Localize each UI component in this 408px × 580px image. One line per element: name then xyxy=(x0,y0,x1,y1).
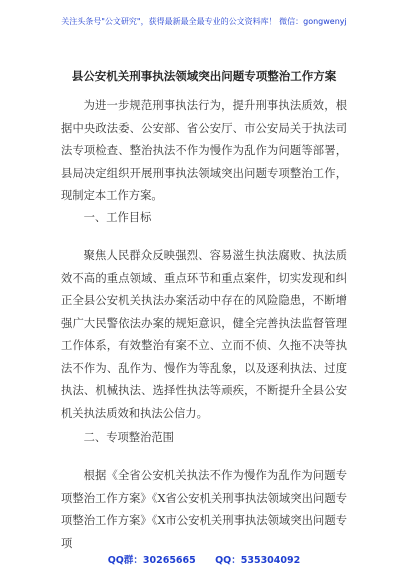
section-heading-goals: 一、工作目标 xyxy=(83,211,152,224)
footer-contact xyxy=(0,552,408,566)
goals-paragraph: 聚焦人民群众反映强烈、容易滋生执法腐败、执法质效不高的重点领域、重点环节和重点案件，切实发现和纠正全县公安机关执法办案活动中存在的风险隐患，不断增强广大民警依法办案的规矩意识，健全完善执法监督管理工作体系，有效整治有案不立、立而不侦、久拖不决等执法不作为、乱作为、慢作为等乱象，以及逐利执法、过度执法、机械执法、选择性执法等顽疾，不断提升全县公安机关执法质效和执法公信力。 xyxy=(61,249,347,420)
scope-paragraph: 根据《全省公安机关执法不作为慢作为乱作为问题专项整治工作方案》《X省公安机关刑事执法领域突出问题专项整治工作方案》《X市公安机关刑事执法领域突出问题专项 xyxy=(61,469,347,550)
document-title: 县公安机关刑事执法领域突出问题专项整治工作方案 xyxy=(71,69,337,83)
section-heading-scope: 二、专项整治范围 xyxy=(83,431,174,444)
footer-qq-group: QQ群：30265665 xyxy=(107,555,196,566)
intro-paragraph: 为进一步规范刑事执法行为，提升刑事执法质效，根据中央政法委、公安部、省公安厅、市公安局关于执法司法专项检查、整治执法不作为慢作为乱作为问题等部署，县局决定组织开展刑事执法领域突出问题专项整治工作，现制定本工作方案。 xyxy=(61,99,347,202)
footer-qq: QQ：535304092 xyxy=(215,555,301,566)
watermark-banner: 关注头条号"公文研究"，获得最新最全最专业的公文资料库！ 微信：gongwenyj xyxy=(61,17,347,26)
